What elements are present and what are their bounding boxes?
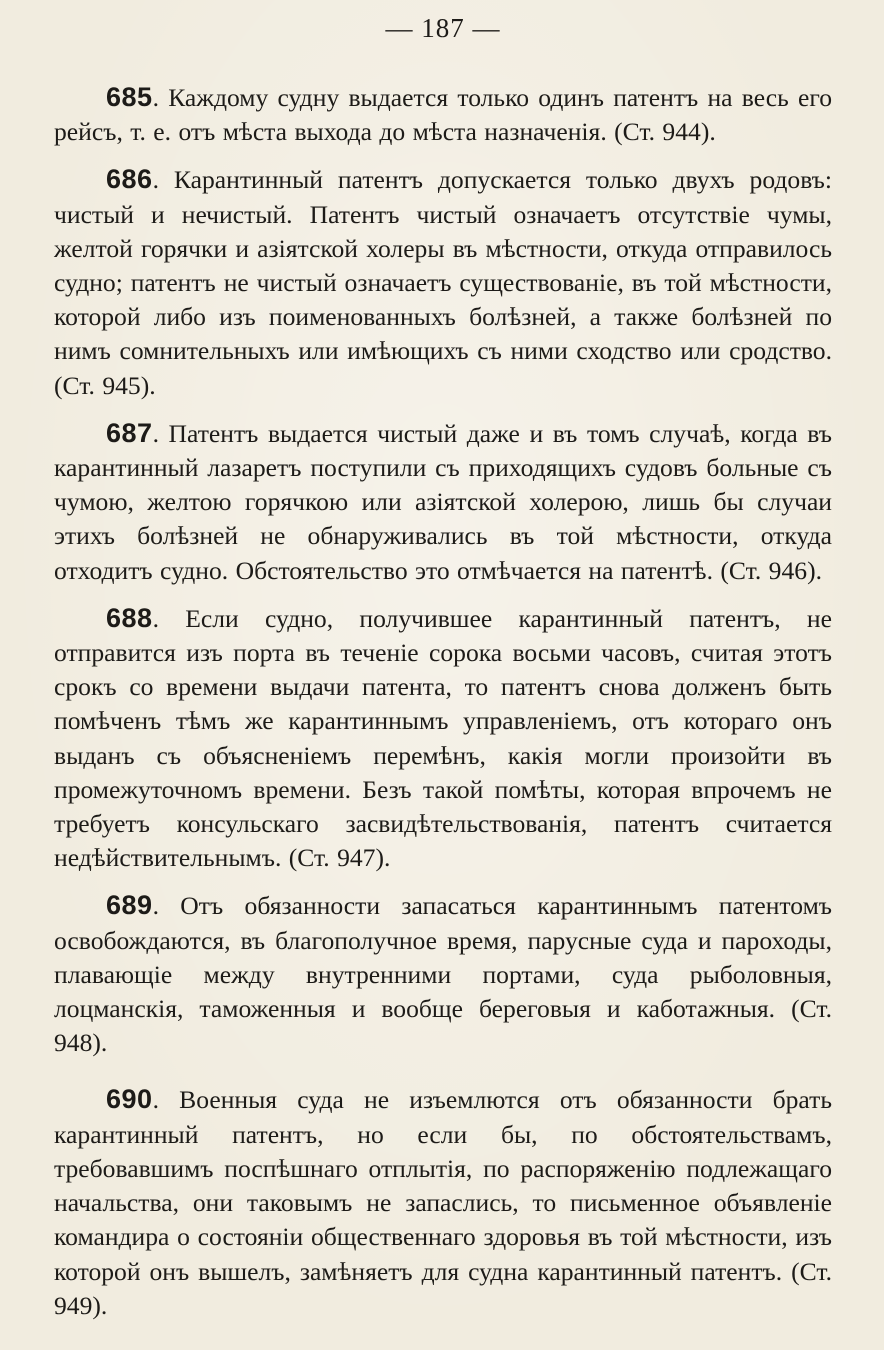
article-text: . Если судно, получившее карантинный патентъ, не отправится изъ порта въ теченіе сорока восьми часовъ, считая этотъ срокъ со времени выдачи патента, то патентъ снова долженъ быть помѣченъ тѣмъ же карантиннымъ управленіемъ, отъ котораго онъ выданъ съ объясненіемъ перемѣнъ, какія могли произойти въ промежуточномъ времени. Безъ такой помѣты, которая впрочемъ не требуетъ консульскаго засвидѣтельствованія, патентъ считается недѣйствительнымъ. (Ст. 947). <box>54 603 832 873</box>
page-number: — 187 — <box>385 13 501 43</box>
article-text: . Отъ обязанности запасаться карантиннымъ патентомъ освобождаются, въ благополучное время, парусные суда и пароходы, плавающіе между внутренними портами, суда рыболовныя, лоцманскія, таможенныя и вообще береговыя и каботажныя. (Ст. 948). <box>54 891 832 1058</box>
article-text: . Военныя суда не изъемлются отъ обязанности брать карантинный патентъ, но если бы, по обстоятельствамъ, требовавшимъ поспѣшнаго отплытія, по распоряженію подлежащаго начальства, они таковымъ не запаслись, то письменное объявленіе командира о состояніи общественнаго здоровья въ той мѣстности, изъ которой онъ вышелъ, замѣняетъ для судна карантинный патентъ. (Ст. 949). <box>54 1085 832 1320</box>
article-text: . Каждому судну выдается только одинъ патентъ на весь его рейсъ, т. е. отъ мѣста выхода до мѣста назначенія. (Ст. 944). <box>54 83 832 147</box>
article-number: 686 <box>106 164 153 195</box>
article-687 <box>54 416 832 588</box>
article-number: 688 <box>106 602 153 633</box>
article-number: 689 <box>106 890 153 921</box>
article-text: . Карантинный патентъ допускается только двухъ родовъ: чистый и нечистый. Патентъ чистый означаетъ отсутствіе чумы, желтой горячки и азіятской холеры въ мѣстности, откуда отправилось судно; патентъ не чистый означаетъ существованіе, въ той мѣстности, которой либо изъ поименованныхъ болѣзней, а также болѣзней по нимъ сомнительныхъ или имѣющихъ съ ними сходство или сродство. (Ст. 945). <box>54 165 832 400</box>
article-690 <box>54 1082 832 1322</box>
article-number: 685 <box>106 82 153 112</box>
article-685 <box>54 80 832 149</box>
article-689 <box>54 888 832 1060</box>
article-688 <box>54 601 832 876</box>
article-text: . Патентъ выдается чистый даже и въ томъ случаѣ, когда въ карантинный лазаретъ поступили съ приходящихъ судовъ больные съ чумою, желтою горячкою или азіятской холерою, лишь бы случаи этихъ болѣзней не обнаруживались въ той мѣстности, откуда отходитъ судно. Обстоятельство это отмѣчается на патентѣ. (Ст. 946). <box>54 418 832 585</box>
article-number: 690 <box>106 1084 153 1115</box>
article-686 <box>54 162 832 402</box>
article-number: 687 <box>106 417 153 448</box>
